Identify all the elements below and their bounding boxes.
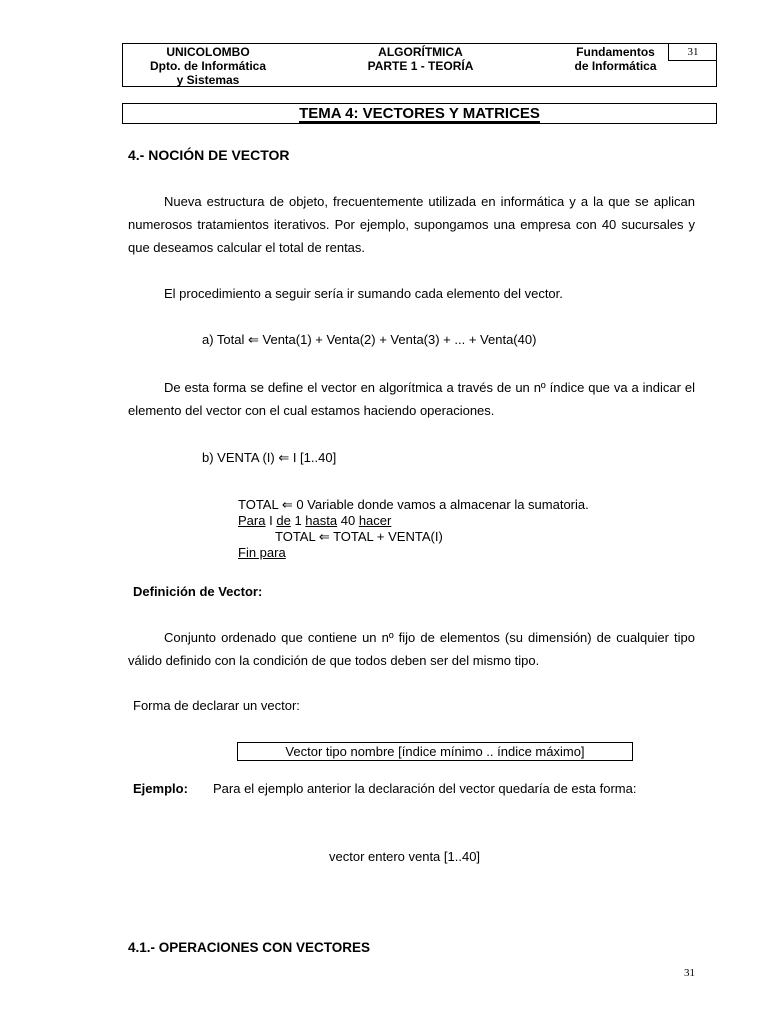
paragraph-procedure (128, 282, 695, 305)
example-declaration: vector entero venta [1..40] (329, 849, 481, 864)
paragraph-definition (128, 376, 695, 422)
example-paragraph (133, 777, 695, 800)
code-line-end: Fin para (238, 545, 286, 560)
section-heading: 4.- NOCIÓN DE VECTOR (128, 147, 290, 163)
paragraph-intro (128, 190, 695, 259)
definition-heading: Definición de Vector: (133, 584, 263, 599)
paragraph-intro-text: Nueva estructura de objeto, frecuentemente utilizada en informática y a la que se aplican numerosos tratamientos iterativos. Por ejemplo, supongamos una empresa con 40 sucursales y que deseamos calcular el total de rentas. (128, 194, 695, 255)
header-center-line2: PARTE 1 - TEORÍA (367, 59, 474, 73)
header-left-line2: Dpto. de Informática (149, 59, 266, 73)
loop-end: 40 (340, 513, 356, 528)
code-line-loop (238, 513, 589, 529)
declaration-intro: Forma de declarar un vector: (133, 698, 300, 713)
keyword-hacer: hacer (358, 513, 392, 528)
pseudocode-block (238, 497, 589, 561)
header-subject (333, 45, 508, 73)
loop-start: 1 (294, 513, 302, 528)
keyword-para: Para (238, 513, 266, 528)
loop-variable: I (269, 513, 273, 528)
example-label: Ejemplo: (133, 781, 188, 796)
header-institution (123, 45, 293, 87)
header-center-line1: ALGORÍTMICA (378, 45, 463, 59)
keyword-hasta: hasta (305, 513, 338, 528)
paragraph-vector-definition-text: Conjunto ordenado que contiene un nº fijo de elementos (su dimensión) de cualquier tipo válido definido con la condición de que todos deben ser del mismo tipo. (128, 630, 695, 668)
header-right-line2: de Informática (574, 59, 657, 73)
header-course (553, 45, 678, 73)
chapter-title: TEMA 4: VECTORES Y MATRICES (299, 105, 540, 122)
declaration-syntax-box (237, 742, 633, 761)
subsection-heading: 4.1.- OPERACIONES CON VECTORES (128, 940, 371, 955)
formula-a: a) Total ⇐ Venta(1) + Venta(2) + Venta(3) + ... + Venta(40) (202, 332, 537, 347)
declaration-syntax: Vector tipo nombre [índice mínimo .. índice máximo] (285, 744, 585, 759)
header-left-line1: UNICOLOMBO (166, 45, 250, 59)
footer-page-number: 31 (684, 967, 695, 979)
example-text: Para el ejemplo anterior la declaración del vector quedaría de esta forma: (213, 781, 637, 796)
header-page-number: 31 (668, 44, 717, 61)
keyword-de: de (276, 513, 291, 528)
paragraph-definition-text: De esta forma se define el vector en algorítmica a través de un nº índice que va a indicar el elemento del vector con el cual estamos haciendo operaciones. (128, 380, 695, 418)
chapter-title-box (122, 103, 717, 124)
page-header (122, 43, 717, 87)
paragraph-vector-definition (128, 626, 695, 672)
formula-b: b) VENTA (I) ⇐ I [1..40] (202, 450, 337, 465)
header-right-line1: Fundamentos (576, 45, 655, 59)
paragraph-procedure-text: El procedimiento a seguir sería ir sumando cada elemento del vector. (164, 286, 563, 301)
code-line-init: TOTAL ⇐ 0 Variable donde vamos a almacenar la sumatoria. (238, 497, 589, 512)
header-left-line3: y Sistemas (176, 73, 240, 87)
code-line-body: TOTAL ⇐ TOTAL + VENTA(I) (275, 529, 443, 544)
